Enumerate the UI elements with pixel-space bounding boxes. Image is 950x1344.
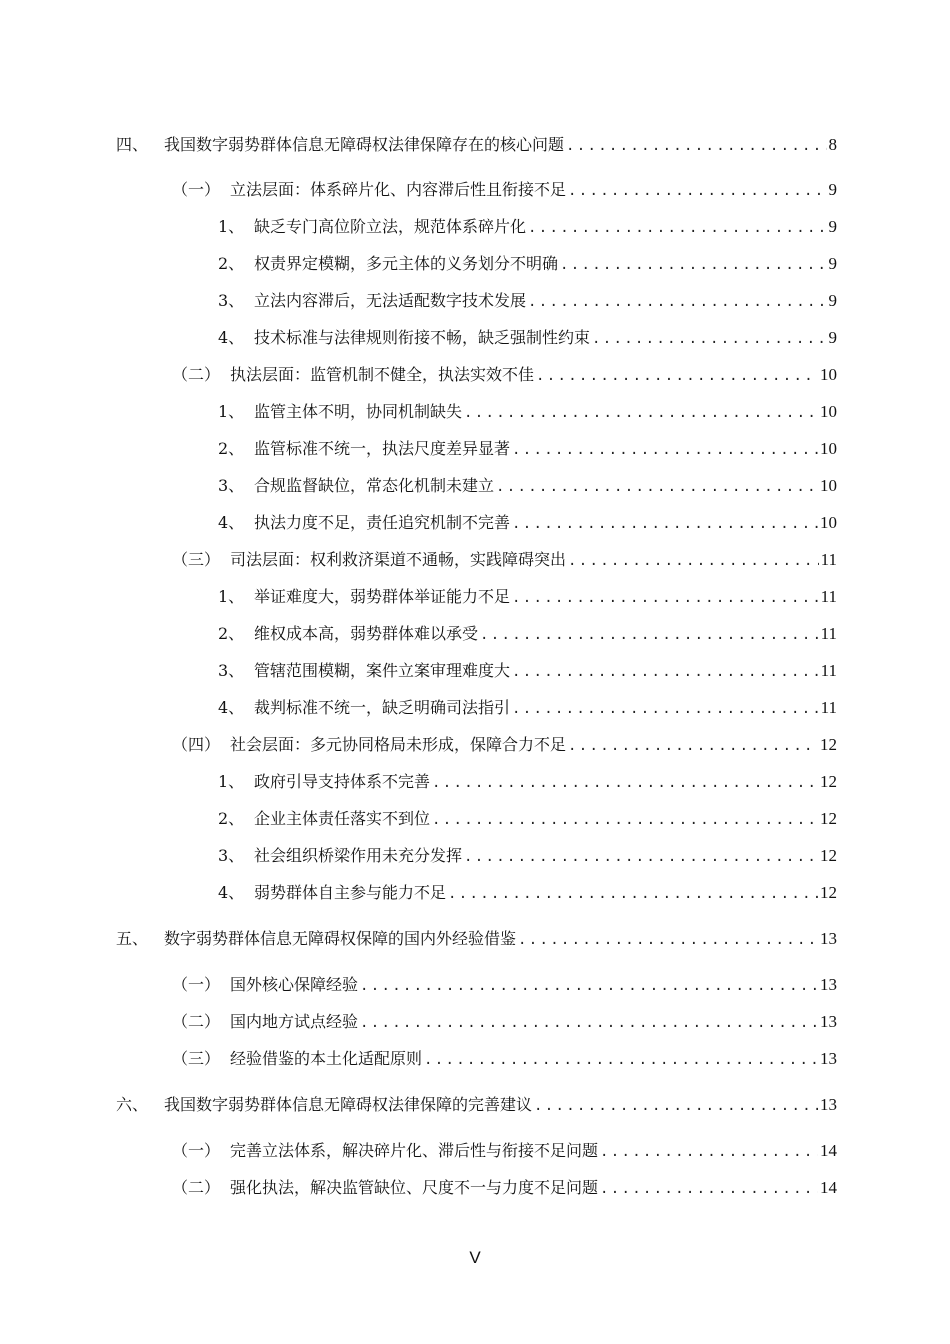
toc-entry-title: 合规监督缺位，常态化机制未建立	[254, 476, 495, 495]
toc-dot-leader	[536, 366, 818, 386]
toc-entry-title: 司法层面：权利救济渠道不通畅，实践障碍突出	[230, 550, 567, 569]
toc-entry[interactable]	[218, 846, 837, 867]
toc-entry[interactable]	[218, 217, 837, 238]
toc-entry-page-number: 9	[828, 254, 837, 273]
toc-entry[interactable]	[172, 365, 837, 386]
toc-entry-title: 国外核心保障经验	[230, 975, 359, 994]
toc-entry-number: 3、	[218, 846, 245, 865]
toc-entry-title: 经验借鉴的本土化适配原则	[230, 1049, 423, 1068]
toc-entry-number: 1、	[218, 402, 245, 421]
toc-dot-leader	[424, 1050, 818, 1070]
toc-entry-title: 技术标准与法律规则衔接不畅，缺乏强制性约束	[254, 328, 591, 347]
toc-entry-page-number: 9	[828, 180, 837, 199]
toc-dot-leader	[560, 255, 826, 275]
page-number-footer: V	[469, 1248, 481, 1267]
toc-entry-page-number: 13	[820, 1012, 837, 1031]
toc-entry[interactable]	[218, 291, 837, 312]
toc-entry-title: 完善立法体系，解决碎片化、滞后性与衔接不足问题	[230, 1141, 599, 1160]
toc-entry[interactable]	[218, 328, 837, 349]
toc-dot-leader	[432, 773, 818, 793]
toc-entry-number: 1、	[218, 772, 245, 791]
toc-dot-leader	[512, 699, 819, 719]
toc-entry-number: 3、	[218, 476, 245, 495]
toc-entry-number: （四）	[172, 735, 221, 754]
toc-entry[interactable]	[218, 698, 837, 719]
toc-dot-leader	[566, 136, 826, 156]
toc-entry-title: 政府引导支持体系不完善	[254, 772, 431, 791]
toc-entry[interactable]	[218, 883, 837, 904]
toc-entry[interactable]	[172, 1178, 837, 1199]
toc-entry-page-number: 11	[820, 587, 837, 606]
toc-entry-number: （二）	[172, 1178, 221, 1197]
toc-dot-leader	[568, 551, 819, 571]
toc-dot-leader	[518, 930, 818, 950]
toc-entry[interactable]	[218, 254, 837, 275]
toc-entry-page-number: 12	[820, 735, 837, 754]
toc-entry-number: 四、	[116, 135, 149, 154]
toc-entry-number: 4、	[218, 328, 245, 347]
toc-entry-number: （三）	[172, 550, 221, 569]
toc-dot-leader	[600, 1142, 818, 1162]
toc-entry-page-number: 13	[820, 929, 837, 948]
toc-entry-title: 国内地方试点经验	[230, 1012, 359, 1031]
toc-entry-page-number: 13	[820, 1095, 837, 1114]
toc-entry[interactable]	[116, 929, 837, 950]
toc-entry-page-number: 13	[820, 1049, 837, 1068]
toc-entry-title: 监管主体不明，协同机制缺失	[254, 402, 463, 421]
toc-entry[interactable]	[172, 180, 837, 201]
toc-entry-page-number: 10	[820, 439, 837, 458]
toc-dot-leader	[528, 292, 826, 312]
toc-entry-page-number: 9	[828, 291, 837, 310]
toc-entry[interactable]	[218, 809, 837, 830]
toc-entry-page-number: 11	[820, 624, 837, 643]
toc-entry-title: 执法力度不足，责任追究机制不完善	[254, 513, 511, 532]
toc-entry-number: 1、	[218, 217, 245, 236]
toc-entry-title: 维权成本高，弱势群体难以承受	[254, 624, 479, 643]
toc-entry-number: （二）	[172, 365, 221, 384]
toc-entry-number: 六、	[116, 1095, 149, 1114]
toc-entry-title: 执法层面：监管机制不健全，执法实效不佳	[230, 365, 535, 384]
toc-entry-title: 我国数字弱势群体信息无障碍权法律保障的完善建议	[164, 1095, 533, 1114]
toc-dot-leader	[512, 588, 819, 608]
toc-entry-number: 五、	[116, 929, 149, 948]
toc-entry-page-number: 12	[820, 772, 837, 791]
toc-entry-number: （一）	[172, 975, 221, 994]
toc-entry-page-number: 13	[820, 975, 837, 994]
toc-entry-title: 缺乏专门高位阶立法，规范体系碎片化	[254, 217, 527, 236]
toc-dot-leader	[496, 477, 818, 497]
toc-dot-leader	[464, 847, 818, 867]
toc-entry-title: 强化执法，解决监管缺位、尺度不一与力度不足问题	[230, 1178, 599, 1197]
toc-entry-number: 2、	[218, 624, 245, 643]
toc-entry-title: 社会层面：多元协同格局未形成，保障合力不足	[230, 735, 567, 754]
toc-entry-number: 2、	[218, 254, 245, 273]
toc-entry[interactable]	[116, 135, 837, 156]
toc-dot-leader	[480, 625, 819, 645]
toc-entry[interactable]	[218, 402, 837, 423]
toc-entry-number: 3、	[218, 661, 245, 680]
toc-entry[interactable]	[116, 1095, 837, 1116]
toc-entry[interactable]	[172, 1049, 837, 1070]
toc-entry[interactable]	[172, 1012, 837, 1033]
toc-dot-leader	[360, 1013, 818, 1033]
toc-dot-leader	[360, 976, 818, 996]
toc-entry-title: 立法内容滞后，无法适配数字技术发展	[254, 291, 527, 310]
toc-entry-page-number: 10	[820, 365, 837, 384]
toc-entry-title: 举证难度大，弱势群体举证能力不足	[254, 587, 511, 606]
toc-entry-page-number: 9	[828, 328, 837, 347]
toc-entry-number: （一）	[172, 180, 221, 199]
toc-entry-number: 2、	[218, 439, 245, 458]
toc-entry-page-number: 12	[820, 809, 837, 828]
toc-entry-page-number: 11	[820, 661, 837, 680]
toc-dot-leader	[568, 181, 826, 201]
toc-entry-page-number: 10	[820, 476, 837, 495]
toc-entry-page-number: 8	[828, 135, 837, 154]
toc-entry-title: 管辖范围模糊，案件立案审理难度大	[254, 661, 511, 680]
toc-entry-title: 我国数字弱势群体信息无障碍权法律保障存在的核心问题	[164, 135, 565, 154]
toc-entry-number: （三）	[172, 1049, 221, 1068]
toc-entry-title: 裁判标准不统一，缺乏明确司法指引	[254, 698, 511, 717]
toc-entry[interactable]	[218, 624, 837, 645]
toc-entry-title: 弱势群体自主参与能力不足	[254, 883, 447, 902]
toc-entry[interactable]	[172, 975, 837, 996]
toc-entry-title: 监管标准不统一，执法尺度差异显著	[254, 439, 511, 458]
toc-entry-number: 4、	[218, 698, 245, 717]
toc-dot-leader	[600, 1179, 818, 1199]
toc-entry-title: 立法层面：体系碎片化、内容滞后性且衔接不足	[230, 180, 567, 199]
toc-entry-page-number: 12	[820, 846, 837, 865]
toc-entry-number: 4、	[218, 883, 245, 902]
toc-entry-page-number: 10	[820, 513, 837, 532]
toc-dot-leader	[568, 736, 818, 756]
toc-entry-title: 权责界定模糊，多元主体的义务划分不明确	[254, 254, 559, 273]
toc-dot-leader	[592, 329, 826, 349]
toc-entry-page-number: 14	[820, 1141, 837, 1160]
toc-entry-title: 企业主体责任落实不到位	[254, 809, 431, 828]
toc-entry-page-number: 10	[820, 402, 837, 421]
toc-entry[interactable]	[172, 550, 837, 571]
toc-dot-leader	[512, 662, 819, 682]
toc-entry-page-number: 9	[828, 217, 837, 236]
toc-dot-leader	[528, 218, 826, 238]
toc-dot-leader	[448, 884, 818, 904]
toc-entry-page-number: 12	[820, 883, 837, 902]
toc-entry-number: 4、	[218, 513, 245, 532]
toc-dot-leader	[534, 1096, 818, 1116]
toc-dot-leader	[512, 514, 818, 534]
toc-entry-page-number: 11	[820, 550, 837, 569]
toc-entry[interactable]	[218, 476, 837, 497]
toc-entry[interactable]	[218, 513, 837, 534]
toc-entry-title: 数字弱势群体信息无障碍权保障的国内外经验借鉴	[164, 929, 517, 948]
toc-entry-number: （二）	[172, 1012, 221, 1031]
toc-dot-leader	[512, 440, 818, 460]
toc-entry-number: 3、	[218, 291, 245, 310]
toc-entry[interactable]	[218, 439, 837, 460]
toc-entry[interactable]	[172, 735, 837, 756]
toc-entry-page-number: 11	[820, 698, 837, 717]
toc-entry-title: 社会组织桥梁作用未充分发挥	[254, 846, 463, 865]
toc-entry-number: 2、	[218, 809, 245, 828]
toc-entry-number: （一）	[172, 1141, 221, 1160]
toc-entry-page-number: 14	[820, 1178, 837, 1197]
toc-entry[interactable]	[218, 772, 837, 793]
toc-dot-leader	[464, 403, 818, 423]
toc-entry[interactable]	[218, 661, 837, 682]
toc-entry[interactable]	[172, 1141, 837, 1162]
toc-dot-leader	[432, 810, 818, 830]
toc-entry[interactable]	[218, 587, 837, 608]
toc-entry-number: 1、	[218, 587, 245, 606]
